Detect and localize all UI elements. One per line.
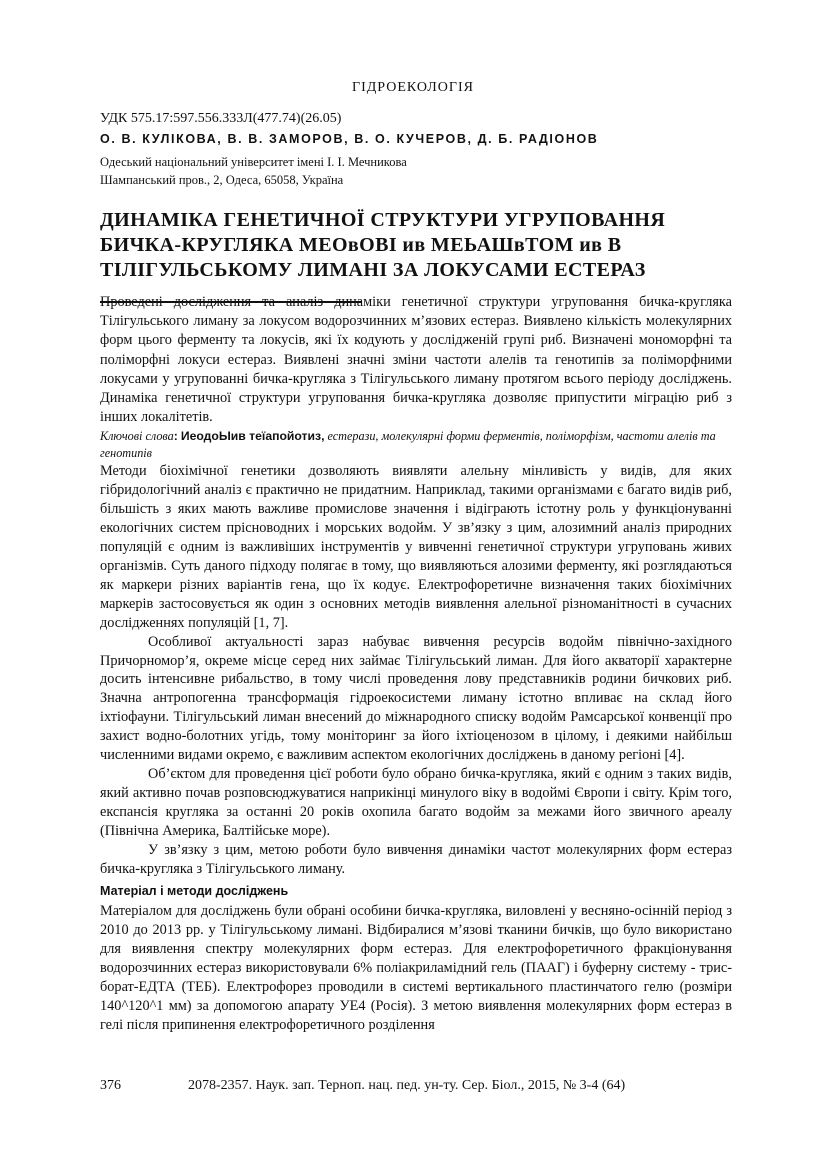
body-paragraph-methods: Матеріалом для досліджень були обрані особини бичка-кругляка, виловлені у весняно-осінній період з 2010 до 2013 рр. у Тілігульському лимані. Відбиралися м’язові тканини бичків, що було використано для виявлення спектру молекулярних форм естераз. Для електрофоретичного фракціонування водорозчинних естераз використовували 6% поліакриламідний гель (ПААГ) і буферну систему - трис-борат-ЕДТА (ТЕБ). Електрофорез проводили в системі вертикального пластинчатого гелю (розміри 140^120^1 мм) за допомогою апарату УЕ4 (Росія). З метою виявлення молекулярних форм естераз в гелі після припинення електрофоретичного розділення [100, 902, 732, 1033]
body-paragraph-aim: У зв’язку з цим, метою роботи було вивчення динаміки частот молекулярних форм естераз бичка-кругляка з Тілігульського лиману. [100, 842, 732, 878]
page-number: 376 [100, 1078, 121, 1093]
affiliation [100, 153, 407, 189]
keywords: Ключові слова: ИеодоЫив теїапойотиз, естерази, молекулярні форми ферментів, поліморфізм, частоти алелів та генотипів [100, 429, 716, 460]
methods-heading: Матеріал і методи досліджень [100, 883, 289, 898]
body-paragraph-object: Об’єктом для проведення цієї роботи було обрано бичка-кругляка, який є одним з таких видів, який активно почав розповсюджуватися наприкінці минулого віку в водоймі Європи і світу. Крім того, експансія кругляка за останні 20 років охопила багато водойм за межами його звичного ареалу (Північна Америка, Балтійське море). [100, 766, 732, 840]
article-title-text: ДИНАМІКА ГЕНЕТИЧНОЇ СТРУКТУРИ УГРУПОВАННЯ БИЧКА-КРУГЛЯКА МЕОвОВІ ив МЕЬАШвТОМ ив В ТІЛІГУЛЬСЬКОМУ ЛИМАНІ ЗА ЛОКУСАМИ ЕСТЕРАЗ [100, 209, 666, 281]
author-list: О. В. КУЛІКОВА, В. В. ЗАМОРОВ, В. О. КУЧЕРОВ, Д. Б. РАДІОНОВ [100, 132, 599, 146]
article-body [100, 462, 732, 1035]
keywords-label: Ключові слова [100, 429, 174, 443]
journal-citation: 2078-2357. Наук. зап. Терноп. нац. пед. ун-ту. Сер. Біол., 2015, № 3-4 (64) [188, 1078, 626, 1093]
section-heading: ГІДРОЕКОЛОГІЯ [351, 80, 475, 95]
udk-code: УДК 575.17:597.556.333Л(477.74)(26.05) [100, 111, 342, 126]
body-paragraph-relevance: Особливої актуальності зараз набуває вивчення ресурсів водойм північно-західного Причорномор’я, окреме місце серед них займає Тілігульський лиман. Для його акваторії характерне досить інтенсивне рибальство, в тому числі проведення лову представників родини бичкових риб. Значна антропогенна трансформація гідроекосистеми лиману істотно впливає на склад його іхтіофауни. Тілігульський лиман внесений до міжнародного списку водойм Рамсарської конвенції про захист водно-болотних угідь, тому моніторинг за його іхтіоценозом в цілому, і деякими найбільш численними видами окремо, є важливим аспектом екологічних досліджень в даному регіоні [4]. [100, 633, 732, 764]
keywords-list: естерази, молекулярні форми ферментів, поліморфізм, частоти алелів та генотипів [100, 429, 716, 460]
abstract: Проведені дослідження та аналіз динаміки генетичної структури угруповання бичка-кругляка Тілігульського лиману за локусом водорозчинних м’язових естераз. Виявлено кількість молекулярних форм цього ферменту та локусів, які їх кодують у дослідженій групі риб. Визначені мономорфні та поліморфні локуси естераз. Виявлені значні зміни частоти алелів та генотипів за поліморфними локусами у угрупованні бичка-кругляка з Тілігульського лиману протягом всього періоду досліджень. Динаміка генетичної структури угруповання бичка-кругляка дозволяє припустити міграцію риб з інших локалітетів. [100, 294, 732, 426]
keywords-species-term: ИеодоЫив теїапойотиз, [180, 429, 325, 443]
body-paragraph-intro: Методи біохімічної генетики дозволяють виявляти алельну мінливість у видів, для яких гібридологічний аналіз є практично не придатним. Наприклад, такими організмами є багато видів риб, більшість з яких мають важливе промислове значення і відіграють істотну роль у функціонуванні екологічних систем прісноводних і морських водойм. У зв’язку з цим, алозимний аналіз природних популяцій є одним із важливіших інструментів у вивченні генетичної структури угруповань живих організмів. Суть даного підходу полягає в тому, що виявляються алозими ферменту, які розглядаються як маркери різних варіантів гена, що їх кодує. Електрофоретичне визначення таких біохімічних маркерів застосовується як один з основних методів виявлення алельної різноманітності в сучасних дослідженнях популяцій [1, 7]. [100, 463, 732, 631]
affiliation-institution: Одеський національний університет імені І. І. Мечникова [100, 155, 407, 169]
affiliation-address: Шампанський пров., 2, Одеса, 65058, Україна [100, 173, 344, 187]
